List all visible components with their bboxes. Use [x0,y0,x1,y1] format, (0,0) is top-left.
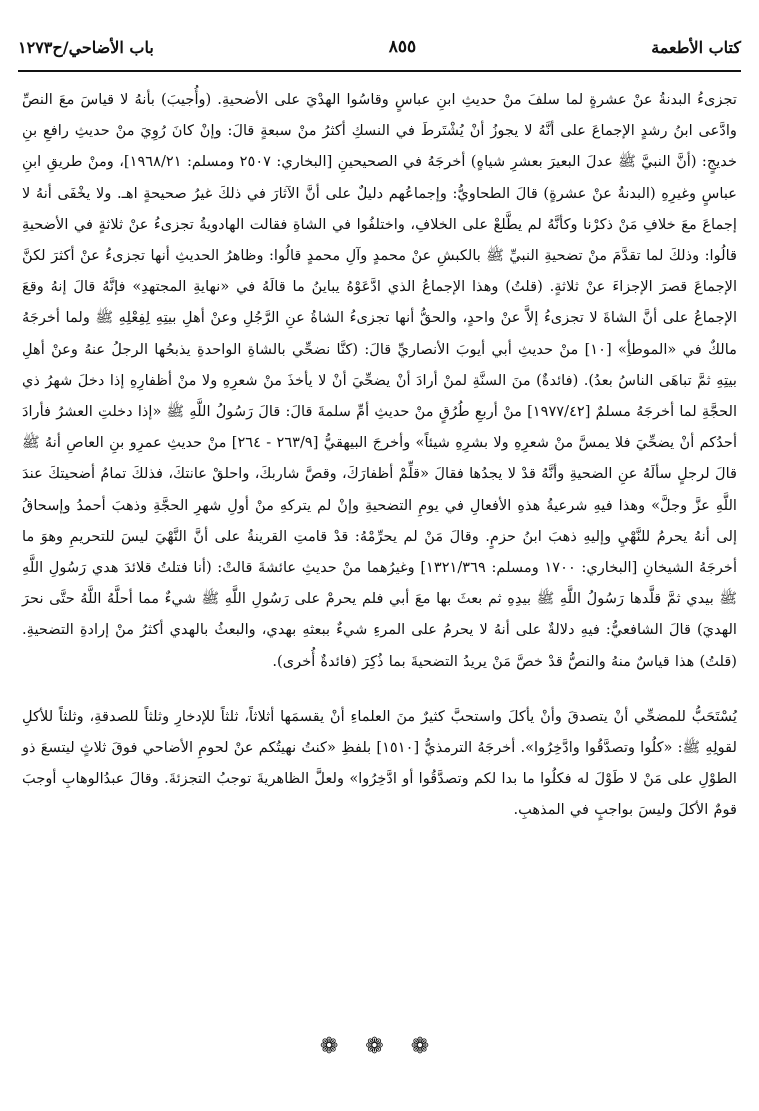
page-number: ٨٥٥ [388,37,417,57]
section-end-ornaments: ❁ ❁ ❁ [319,1034,440,1059]
paragraph-1: تجزىءُ البدنةُ عنْ عشرةٍ لما سلفَ منْ حديثِ ابنِ عباسٍ وقاسُوا الهدْيَ على الأضحيةِ. (وأُجيبَ) بأنهُ لا قياسَ معَ النصِّ وادَّعى ابنُ رشدٍ الإجماعَ على أنَّهُ لا يجوزُ أنْ يُشْتَرطَ في النسكِ أكثرُ منْ سبعةٍ قالَ: وإنْ كانَ رُوِيَ منْ حديثِ رافعِ بنِ خديجٍ: (أنَّ النبيَّ ﷺ عدلَ البعيرَ بعشرِ شياهٍ) أخرجَهُ في الصحيحينِ [البخاري: ٢٥٠٧ ومسلم: ١٩٦٨/٢١]، ومنْ طريقِ ابنِ عباسٍ وغيرِهِ (البدنةُ عنْ عشرةٍ) قالَ الطحاويُّ: وإجماعُهم دليلٌ على أنَّ الآثارَ في ذلكَ غيرُ صحيحةٍ اهـ. ولا يخْفَى أنهُ لا إجماعَ معَ خلافِ مَنْ ذكرْنا وكأنَّهُ لم يطَّلعْ على الخلافِ، واختلفُوا في الشاةِ فقالت الهادويةُ تجزىءُ عنْ ثلاثةٍ في الأضحيةِ قالُوا: وذلكَ لما تقدَّمَ منْ تضحيةِ النبيِّ ﷺ بالكبشِ عنْ محمدٍ وآلِ محمدٍ قالُوا: وظاهرُ الحديثِ أنها تجزىءُ عنْ أكثرَ لكنَّ الإجماعَ قصرَ الإجزاءَ عنْ ثلاثةٍ. (قلتُ) وهذا الإجماعُ الذي ادَّعَوْهُ يباينُ ما قالَهُ في «نهايةِ المجتهدِ» فإنَّهُ قالَ إنهُ وقعَ الإجماعُ على أنَّ الشاةَ لا تجزىءُ إلاَّ عنْ واحدٍ، والحقُّ أنها تجزىءُ الشاةُ عنِ الرَّجُلِ وعنْ أهلِ بيتِهِ لِفِعْلِهِ ﷺ ولما أخرجَهُ مالكٌ في «الموطأِ» [١٠] منْ حديثِ أبي أيوبَ الأنصاريِّ قالَ: (كنَّا نضحِّي بالشاةِ الواحدةِ يذبحُها الرجلُ عنهُ وعنْ أهلِ بيتِهِ ثمَّ تباهَى الناسُ بعدُ). (فائدةٌ) منَ السنَّةِ لمنْ أرادَ أنْ يضحِّيَ أنْ لا يأخذَ منْ شعرِهِ ولا منْ أظفارِهِ إذا دخلَ شهرُ ذي الحجَّةِ لما أخرجَهُ مسلمٌ [١٩٧٧/٤٢] منْ أربعِ طُرُقٍ منْ حديثِ أمِّ سلمةَ قالَ: قالَ رَسُولُ اللَّهِ ﷺ «إذا دخلتِ العشرُ فأرادَ أحدُكم أنْ يضحِّيَ فلا يمسَّ منْ شعرِهِ ولا بشرِهِ شيئاً» وأخرجَ البيهقيُّ [٢٦٣/٩ - ٢٦٤] منْ حديثِ عمرِو بنِ العاصِ أنهُ ﷺ قالَ لرجلٍ سألَهُ عنِ الضحيةِ وأنَّهُ قدْ لا يجدُها فقالَ «قلِّمْ أظفارَكَ، وقصَّ شاربكَ، واحلقْ عانتكَ، فذلكَ تمامُ أضحيتكَ عندَ اللَّهِ عزَّ وجلَّ» وهذا فيهِ شرعيةُ هذهِ الأفعالِ في يومِ التضحيةِ وإنْ لم يتركهِ منْ أولِ شهرِ الحجَّةِ وذهبَ أحمدُ وإسحاقُ إلى أنهُ يحرمُ للنَّهْيِ وإليهِ ذهبَ ابنُ حزمٍ. وقالَ مَنْ لم يحرِّمْهُ: قدْ قامتِ القرينةُ على أنَّ النَّهْيَ ليسَ للتحريمِ وهوَ ما أخرجَهُ الشيخانِ [البخاري: ١٧٠٠ ومسلم: ١٣٢١/٣٦٩] وغيرُهما منْ حديثِ عائشةَ قالتْ: (أنا فتلتُ قلائدَ هدي رَسُولِ اللَّهِ ﷺ بيدي ثمَّ قلَّدها رَسُولُ اللَّهِ ﷺ بيدِهِ ثم بعثَ بها معَ أبي فلم يحرمْ على رَسُولِ اللَّهِ ﷺ شيءٌ مما أحلَّهُ اللَّهُ حتَّى نحرَ الهديَ) قالَ الشافعيُّ: فيهِ دلالةٌ على أنهُ لا يحرمُ على المرءِ شيءٌ ببعثهِ بهدي، والبعثُ بالهدي أكثرُ منْ إرادةِ التضحيةِ. (قلتُ) هذا قياسٌ منهُ والنصُّ قدْ خصَّ مَنْ يريدُ التضحيةَ بما ذُكِرَ (فائدةٌ أُخرى). [22,91,738,670]
paragraph-2: يُسْتَحَبُّ للمضحِّي أنْ يتصدقَ وأنْ يأكلَ واستحبَّ كثيرٌ منَ العلماءِ أنْ يقسمَها أثلاثاً، ثلثاً للإدخارِ وثلثاً للصدقةِ، وثلثاً للأكلِ لقولِهِ ﷺ: «كلُوا وتصدَّقُوا وادَّخِرُوا». أخرجَهُ الترمذيُّ [١٥١٠] بلفظِ «كنتُ نهيتُكم عنْ لحومِ الأضاحي فوقَ ثلاثٍ ليتسعَ ذو الطوْلِ على مَنْ لا طَوْلَ له فكلُوا ما بدا لكم وتصدَّقُوا أو ادَّخِرُوا» ولعلَّ الظاهريةَ توجبُ التجزئةَ. وقالَ عبدُالوهابِ أوجبَ قومٌ الأكلَ وليسَ بواجبٍ في المذهبِ. [22,707,737,819]
running-header [18,28,741,66]
header-rule [18,70,741,72]
body-text [22,84,737,826]
chapter-reference: باب الأضاحي/ح١٢٧٣ [18,37,154,57]
book-title: كتاب الأطعمة [651,37,741,57]
